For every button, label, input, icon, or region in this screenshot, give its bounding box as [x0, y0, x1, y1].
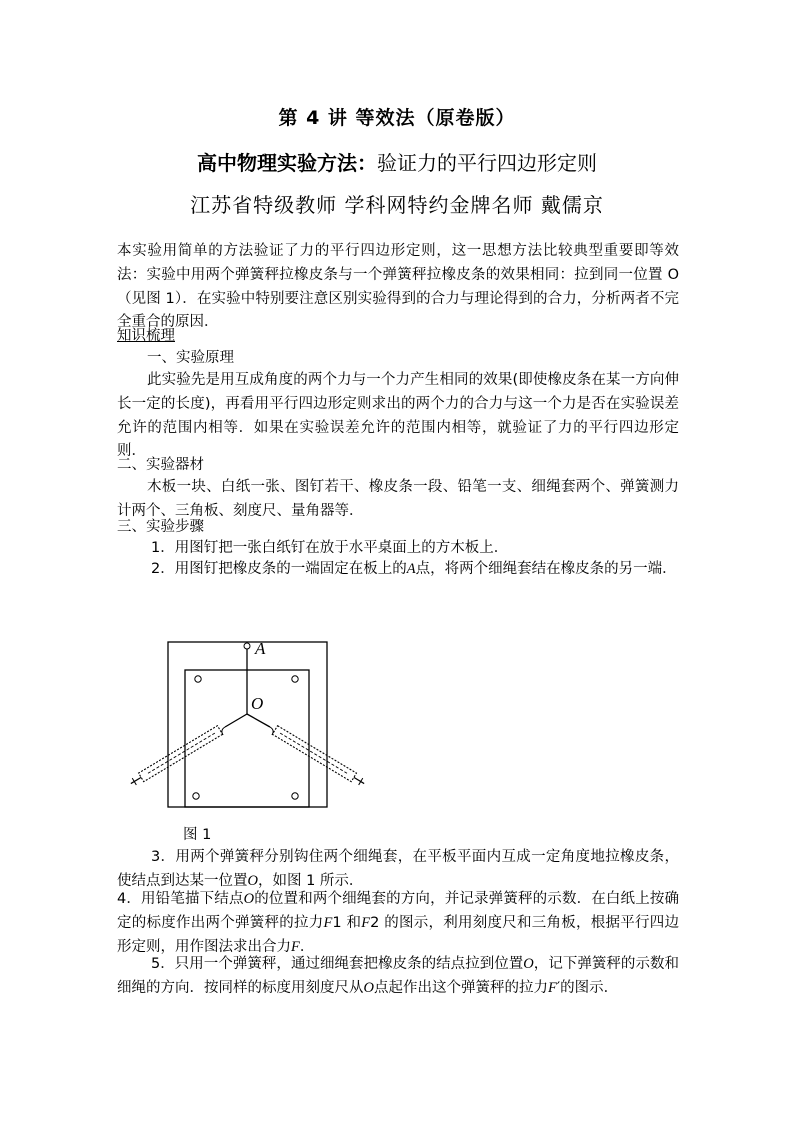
- step-3-text-a: 3．用两个弹簧秤分别钩住两个细绳套，在平板平面内互成一定角度地拉橡皮条，使结点到达某一位置: [117, 849, 679, 889]
- step-5-text-a: 5．只用一个弹簧秤，通过细绳套把橡皮条的结点拉到位置: [151, 956, 524, 972]
- section2-heading: 二、实验器材: [117, 457, 204, 473]
- author-line: 江苏省特级教师 学科网特约金牌名师 戴儒京: [190, 193, 604, 217]
- step-3: [117, 846, 679, 894]
- pin-bottom-left: [193, 793, 199, 799]
- step-4-var-4: F: [291, 938, 300, 955]
- hook-right: [270, 727, 273, 735]
- figure-caption: 图 1: [183, 827, 212, 843]
- step-5-text-d: ′的图示．: [556, 979, 619, 996]
- step-4-text-b: 的位置和两个细绳套的方向，并记录弹簧秤的示数．在白纸上按确定的标度作出两个弹簧秤的拉力: [117, 891, 680, 931]
- step-1: 1．用图钉把一张白纸钉在放于水平桌面上的方木板上．: [151, 540, 509, 556]
- subtitle-bold: 高中物理实验方法：: [197, 151, 377, 175]
- pin-bottom-right: [292, 793, 298, 799]
- step-4: [117, 888, 679, 959]
- pin-top-left: [195, 676, 201, 682]
- step-2-text-b: 点，将两个细绳套结在橡皮条的另一端．: [415, 561, 677, 577]
- experiment-diagram: [118, 628, 378, 813]
- spring-scale-left: [128, 726, 222, 788]
- string-right: [247, 714, 270, 727]
- step-5-text-b: ，记下弹簧秤的示数和细绳的方向．按同样的标度用刻度尺从: [117, 956, 679, 996]
- step-4-text-d: 2 的图示，利用刻度尺和三角板，根据平行四边形定则，用作图法求出合力: [117, 914, 679, 955]
- section2-text: 木板一块、白纸一张、图钉若干、橡皮条一段、铅笔一支、细绳套两个、弹簧测力计两个、三角板、刻度尺、量角器等．: [117, 479, 679, 519]
- subtitle-rest: 验证力的平行四边形定则: [377, 151, 597, 175]
- label-a: A: [255, 639, 266, 658]
- section1-heading: 一、实验原理: [147, 350, 234, 366]
- step-5-var-2: O: [363, 979, 374, 996]
- step-3-text-b: ，如图 1 所示．: [257, 872, 364, 889]
- step-5-var-3: F: [547, 979, 557, 996]
- step-4-text-a: 4．用铅笔描下结点: [117, 891, 244, 907]
- step-3-var: O: [247, 872, 258, 889]
- spring-scale-right: [272, 726, 366, 788]
- knowledge-heading: 知识梳理: [117, 328, 175, 344]
- point-a-pin: [244, 643, 250, 649]
- pin-top-right: [292, 676, 298, 682]
- step-5-text-c: 点起作出这个弹簧秤的拉力: [373, 979, 548, 996]
- step-2: [117, 558, 679, 582]
- step-2-var: A: [406, 561, 416, 577]
- section1-text: 此实验先是用互成角度的两个力与一个力产生相同的效果(即使橡皮条在某一方向伸长一定的长度)，再看用平行四边形定则求出的两个力的合力与这一个力是否在实验误差允许的范围内相等．如果在实验误差允许的范围内相等，就验证了力的平行四边形定则．: [117, 372, 679, 460]
- page-title: 第 4 讲 等效法（原卷版）: [278, 107, 516, 129]
- string-left: [225, 714, 247, 727]
- label-o: O: [251, 694, 264, 713]
- step-4-var-2: F: [323, 914, 333, 931]
- intro-paragraph: 本实验用简单的方法验证了力的平行四边形定则，这一思想方法比较典型重要即等效法：实验中用两个弹簧秤拉橡皮条与一个弹簧秤拉橡皮条的效果相同：拉到同一位置 O（见图 1）．在实验中特别要注意区别实验得到的合力与理论得到的合力，分析两者不完全重合的原因．: [117, 243, 679, 331]
- step-4-var-1: O: [243, 891, 255, 907]
- section3-heading: 三、实验步骤: [117, 519, 204, 535]
- subtitle: [0, 147, 794, 176]
- step-4-var-3: F: [361, 914, 371, 931]
- step-4-text-e: ．: [299, 938, 315, 955]
- step-5: [117, 953, 679, 1001]
- step-4-text-c: 1 和: [332, 914, 362, 931]
- step-5-var-1: O: [523, 956, 534, 972]
- step-2-text-a: 2．用图钉把橡皮条的一端固定在板上的: [151, 561, 407, 577]
